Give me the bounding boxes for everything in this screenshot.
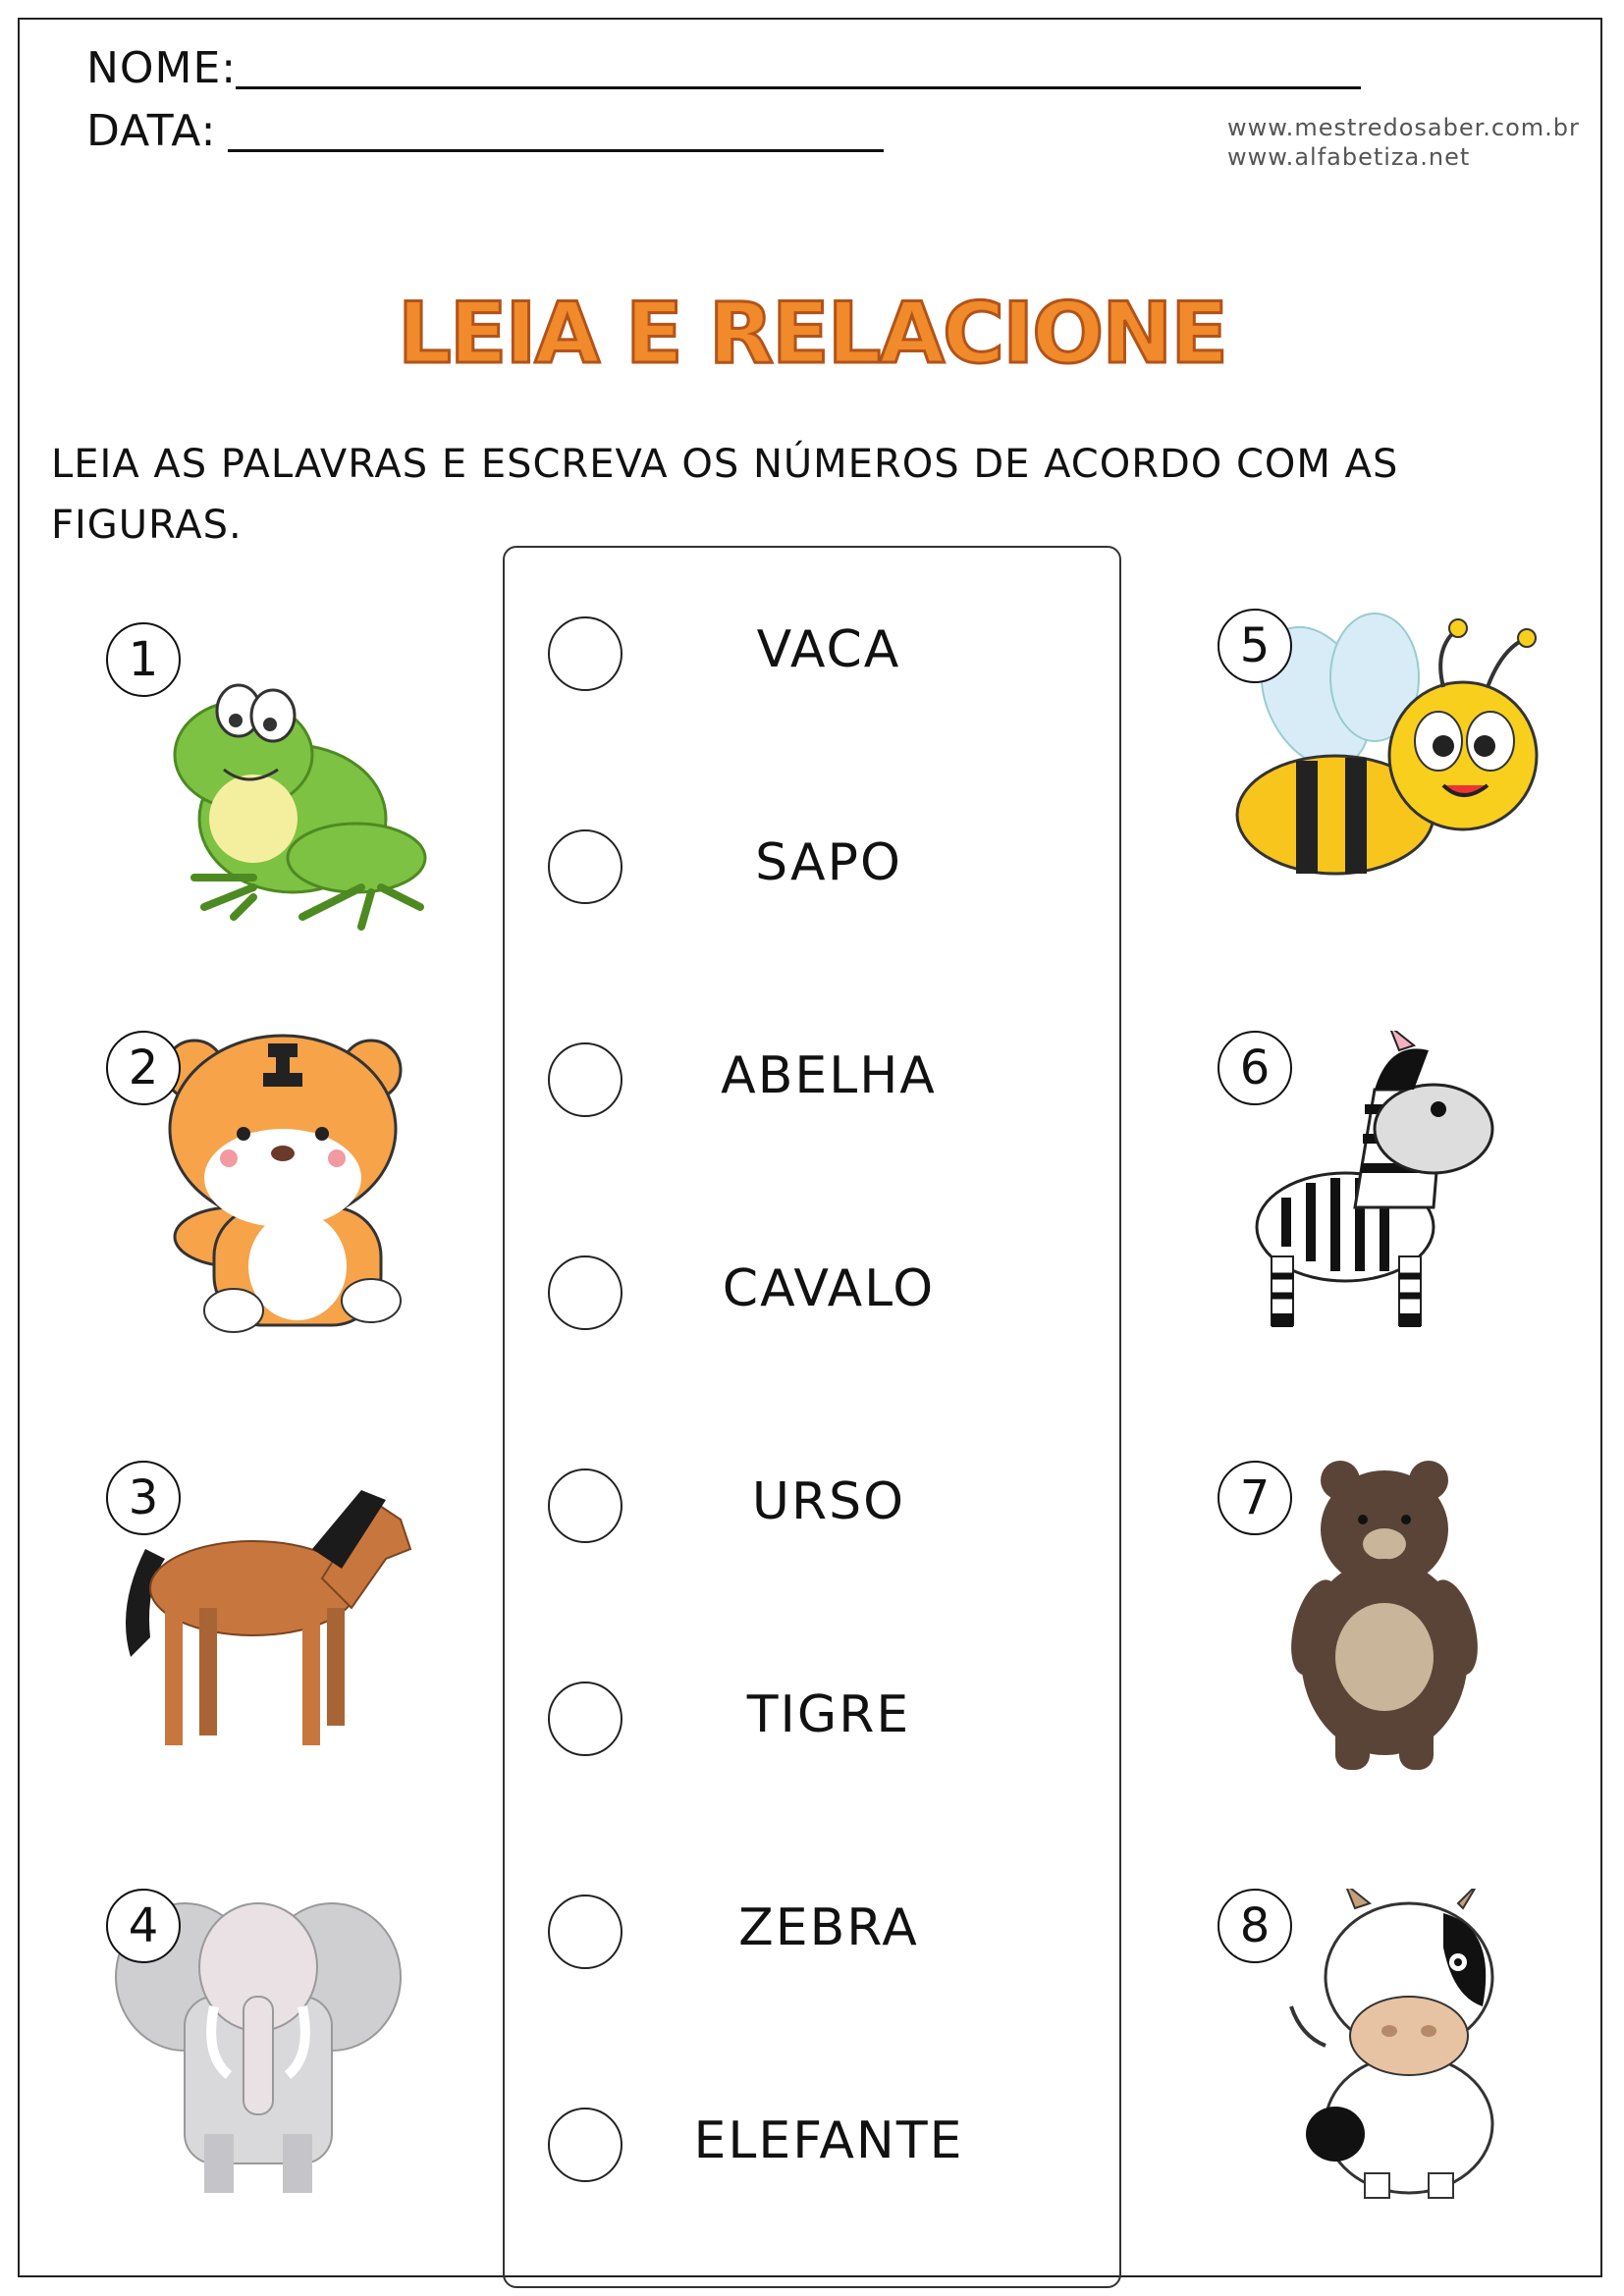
number-badge: 2 (106, 1031, 181, 1105)
answer-circle[interactable] (548, 1255, 623, 1330)
website-2: www.alfabetiza.net (1227, 143, 1471, 171)
number-badge: 6 (1218, 1031, 1292, 1105)
word-row (505, 1459, 1123, 1557)
word-label: VACA (756, 620, 901, 679)
name-label: NOME: (86, 43, 238, 93)
word-label: TIGRE (746, 1685, 911, 1744)
website-1: www.mestredosaber.com.br (1227, 114, 1580, 141)
animal-cow (1218, 1889, 1551, 2203)
date-label: DATA: (86, 106, 217, 156)
animal-frog (106, 622, 440, 936)
word-label: CAVALO (722, 1259, 936, 1318)
date-field[interactable] (228, 149, 884, 152)
answer-circle[interactable] (548, 2108, 623, 2182)
word-row (505, 2098, 1123, 2196)
answer-circle[interactable] (548, 1682, 623, 1756)
word-row (505, 1033, 1123, 1131)
animal-bee (1218, 609, 1551, 923)
animal-zebra (1218, 1031, 1551, 1345)
number-badge: 5 (1218, 609, 1292, 683)
answer-circle[interactable] (548, 1468, 623, 1543)
number-badge: 7 (1218, 1461, 1292, 1535)
name-field[interactable] (236, 86, 1361, 89)
word-label: ELEFANTE (693, 2111, 964, 2170)
word-label: SAPO (755, 833, 902, 892)
word-row (505, 1672, 1123, 1770)
page-title: LEIA E RELACIONE (398, 285, 1226, 383)
word-label: ZEBRA (738, 1898, 919, 1957)
word-row (505, 1885, 1123, 1983)
number-badge: 1 (106, 622, 181, 697)
word-row (505, 607, 1123, 705)
word-label: ABELHA (721, 1046, 937, 1105)
instructions: LEIA AS PALAVRAS E ESCREVA OS NÚMEROS DE ACORDO COM AS FIGURAS. (51, 442, 1399, 548)
number-badge: 3 (106, 1461, 181, 1535)
animal-bear (1218, 1461, 1551, 1775)
word-row (505, 1246, 1123, 1344)
answer-circle[interactable] (548, 616, 623, 691)
answer-circle[interactable] (548, 1042, 623, 1117)
animal-horse (106, 1461, 440, 1775)
animal-tiger (106, 1031, 440, 1345)
answer-circle[interactable] (548, 829, 623, 904)
word-row (505, 820, 1123, 918)
answer-circle[interactable] (548, 1895, 623, 1969)
animal-elephant (106, 1889, 440, 2203)
word-label: URSO (751, 1472, 906, 1531)
word-list (503, 546, 1121, 2288)
number-badge: 4 (106, 1889, 181, 1963)
number-badge: 8 (1218, 1889, 1292, 1963)
